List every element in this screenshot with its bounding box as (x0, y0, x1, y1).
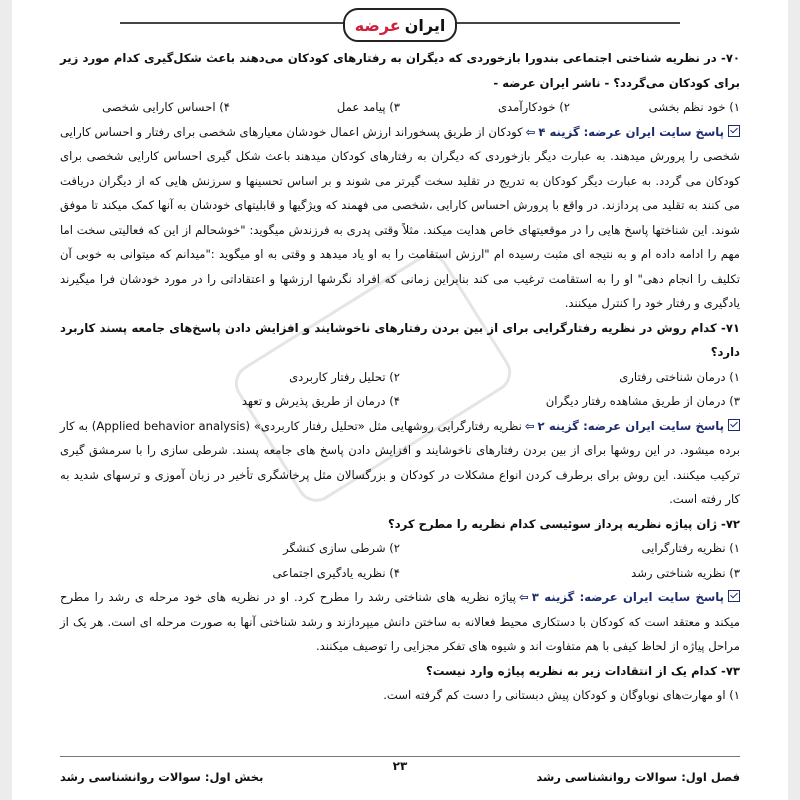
answer-70 (60, 120, 740, 316)
page-content (60, 46, 740, 708)
arrow-left-icon: ⇦ (525, 124, 536, 139)
option-72-2: ۲) شرطی سازی کنشگر (283, 541, 400, 555)
arrow-left-icon: ⇦ (519, 590, 529, 604)
logo-text-b: عرضه (354, 15, 401, 35)
answer-text-72: پیاژه نظریه های شناختی رشد را مطرح کرد. او در نظریه های خود مرحله ی رشد را مطرح میکند و معتقد است که کودکان با دستکاری محیط فعالانه به ساختن دانش میپردازند و رشد شناختی آنها به صورت مرحله ای است. هر یک از مراحل پیاژه از لحاظ کیفی با هم متفاوت اند و شیوه های تفکر مجزایی را توصیف میکنند. (60, 590, 740, 653)
option-72-1: ۱) نظریه رفتارگرایی (641, 541, 740, 555)
checkbox-icon (728, 590, 740, 602)
answer-text-71: نظریه رفتارگرایی روشهایی مثل «تحلیل رفتار کاربردی» (Applied behavior analysis) به کار برده میشود. در این روشها برای از بین بردن رفتارهای ناخوشایند و افزایش دادن پاسخ های جامعه پسند. شرطی سازی را با سرمشق گیری ترکیب میکنند. این روش برای برطرف کردن انواع مشکلات در کودکان و بزرگسالان مثل پرخاشگری تأخیر در زبان آموزی و ترسهای شدید به کار رفته است. (60, 418, 740, 506)
footer-section: بخش اول: سوالات روانشناسی رشد (60, 770, 264, 784)
answer-71 (60, 414, 740, 512)
answer-label-72: پاسخ سایت ایران عرضه: گزینه ۳ (531, 590, 724, 604)
arrow-left-icon: ⇦ (524, 418, 535, 433)
answer-label-70: پاسخ سایت ایران عرضه: گزینه ۴ (538, 124, 724, 139)
options-70 (60, 95, 740, 120)
page-footer (60, 756, 740, 796)
footer-rule (60, 756, 740, 757)
option-71-1: ۱) درمان شناختی رفتاری (619, 369, 740, 384)
question-73: ۷۳- کدام یک از انتقادات زیر به نظریه پیاژه وارد نیست؟ (426, 663, 740, 678)
question-71: ۷۱- کدام روش در نظریه رفتارگرایی برای از بین بردن رفتارهای ناخوشایند و افزایش دادن پاسخ‌های جامعه پسند کاربرد دارد؟ (60, 320, 740, 359)
option-70-3: ۳) پیامد عمل (336, 100, 400, 114)
page-border-right (788, 0, 800, 800)
option-71-3: ۳) درمان از طریق مشاهده رفتار دیگران (545, 394, 740, 408)
brand-logo (343, 8, 457, 42)
answer-label-71: پاسخ سایت ایران عرضه: گزینه ۲ (537, 418, 724, 433)
option-71-4: ۴) درمان از طریق پذیرش و تعهد (241, 394, 400, 408)
option-70-2: ۲) خودکارآمدی (497, 100, 570, 114)
logo-text-a: ایران (404, 15, 446, 35)
answer-72 (60, 585, 740, 659)
checkbox-icon (728, 125, 740, 137)
option-70-1: ۱) خود نظم بخشی (648, 100, 740, 114)
option-71-2: ۲) تحلیل رفتار کاربردی (289, 369, 400, 384)
option-73-1: ۱) او مهارت‌های نوباوگان و کودکان پیش دبستانی را دست کم گرفته است. (383, 688, 740, 702)
option-70-4: ۴) احساس کارایی شخصی (102, 100, 230, 114)
page-border-left (0, 0, 12, 800)
page-header (120, 0, 680, 44)
options-72 (60, 536, 740, 585)
checkbox-icon (728, 419, 740, 431)
options-71 (60, 365, 740, 414)
question-72: ۷۲- ژان پیاژه نظریه پرداز سوئیسی کدام نظریه را مطرح کرد؟ (388, 516, 740, 531)
footer-chapter: فصل اول: سوالات روانشناسی رشد (536, 770, 740, 784)
option-72-4: ۴) نظریه یادگیری اجتماعی (272, 565, 400, 580)
question-70: ۷۰- در نظریه شناختی اجتماعی بندورا بازخوردی که دیگران به رفتارهای کودکان می‌دهند باعث شکل‌گیری کدام مورد زیر برای کودکان می‌گردد؟ - ناشر ایران عرضه - (60, 51, 740, 90)
page-number: ۲۳ (392, 759, 408, 773)
option-72-3: ۳) نظریه شناختی رشد (631, 565, 740, 580)
answer-text-70: کودکان از طریق پسخوراند ارزش اعمال خودشان معیارهای شخصی برای رفتار و احساس کارایی شخصی را پرورش میدهند. به عبارت دیگر بازخوردی که دیگران به رفتارهای کودکان میدهند باعث شکل گیری احساس کارایی شخصی برای کودکان می گردد. به عبارت دیگر کودکان به تدریج در تقلید سخت گیرتر می شوند و بر اساس تحسینها و سرزنش هایی که از دیگران دریافت می کنند به تقلید می پردازند. در واقع با پرورش احساس کارایی ،شخصی می فهمند که ویژگیها و قابلیتهای خودشان به آنها کمک میکند تا موفق شوند. این شناختها پاسخ هایی را در موقعیتهای خاص هدایت میکند. مثلاً وقتی پدری به فرزندش میگوید: "خوشحالم از این که فعالیتی سخت اما مهم را ادامه داده ام و به نتیجه ای مثبت رسیده ام "ارزش استقامت را به او یاد میدهد و وقتی به او میگوید :"میدانم که میتوانی به خوبی آن تکلیف را انجام دهی" او را به استقامت ترغیب می کند بنابراین زمانی که افراد نگرشها ارزشها و اعتقاداتی را در مورد خودشان فرا میگیرند یادگیری و رفتار خود را کنترل میکنند. (60, 124, 740, 310)
